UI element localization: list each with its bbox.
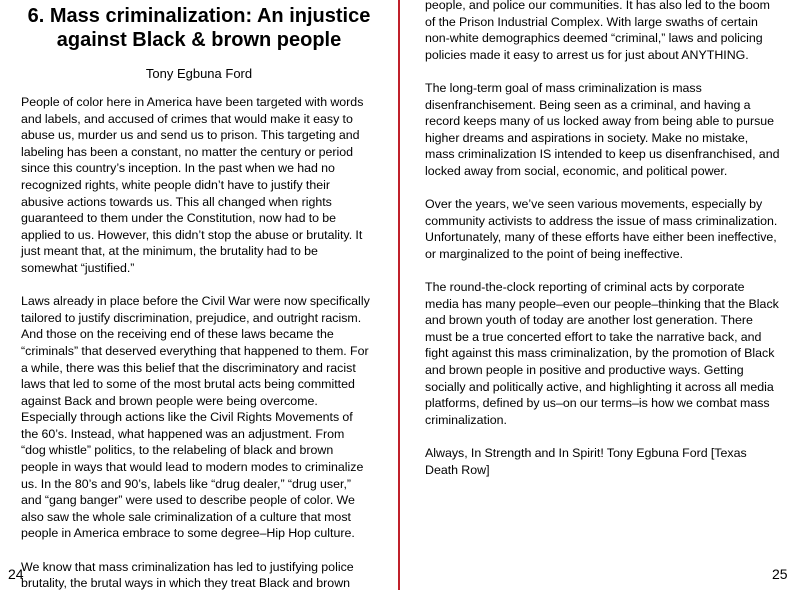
page-number-right: 25 (772, 566, 788, 582)
article-title: 6. Mass criminalization: An injustice against Black & brown people (27, 5, 371, 51)
right-column (425, 0, 780, 495)
paragraph: The round-the-clock reporting of criminal acts by corporate media has many people–even our people–thinking that the Black and brown youth of today are another lost generation. There must be a true concerted effort to take the narrative back, and fight against this mass criminalization, by the promotion of Black and brown people in positive and productive ways. Getting socially and politically active, and highlighting it across all media platforms, defined by us–on our terms–is how we combat mass criminalization. (425, 280, 779, 427)
author-byline: Tony Egbuna Ford (145, 66, 253, 81)
paragraph: The long-term goal of mass criminalization is mass disenfranchisement. Being seen as a criminal, and having a record keeps many of us locked away from being able to pursue higher dreams and aspirations in society. Make no mistake, mass criminalization IS intended to keep us disenfranchised, and locked away from social, economic, and political power. (425, 80, 780, 178)
paragraph: people, and police our communities. It has also led to the boom of the Prison Industrial Complex. With large swaths of certain non-white demographics deemed “criminal,” laws and policing policies made it easy to arrest us for just about ANYTHING. (425, 0, 770, 62)
left-page (0, 0, 398, 590)
paragraph: We know that mass criminalization has led to justifying police brutality, the brutal ways in which they treat Black and brown (21, 559, 354, 591)
page-number-left: 24 (8, 566, 24, 582)
signature-line: Always, In Strength and In Spirit! Tony Egbuna Ford [Texas Death Row] (425, 446, 747, 477)
paragraph: Laws already in place before the Civil War were now specifically tailored to justify discrimination, prejudice, and outright racism. And those on the receiving end of these laws became the “criminals” that deserved everything that happened to them. For a while, there was this belief that the discriminatory and racist laws that led to some of the most brutal acts being committed against Back and brown people were being overcome. Especially through actions like the Civil Rights Movements of the 60’s. Instead, what happened was an adjustment. From “dog whistle” politics, to the relabeling of black and brown people in ways that would lead to modern modes to criminalize us. In the 80’s and 90’s, labels like “drug dealer,” “drug user,” and “gang banger” were used to describe people of color. We also saw the whole sale criminalization of a culture that most people in America embrace to some degree–Hip Hop culture. (21, 294, 370, 541)
right-page (400, 0, 800, 590)
paragraph: People of color here in America have been targeted with words and labels, and accused of crimes that would make it easy to abuse us, murder us and send us to prison. This targeting and labeling has been a constant, no matter the century or period since this country’s inception. In the past when we had no recognized rights, white people didn’t have to justify their abusive actions towards us. This all changed when rights guaranteed to them under the Constitution, now had to be applied to us. However, this didn’t stop the abuse or brutality. It just meant that, at the minimum, the brutality had to be somewhat “justified.” (21, 95, 364, 275)
left-column (21, 94, 371, 608)
paragraph: Over the years, we’ve seen various movements, especially by community activists to address the issue of mass criminalization. Unfortunately, many of these efforts have either been ineffective, or marginalized to the point of being ineffective. (425, 197, 778, 261)
